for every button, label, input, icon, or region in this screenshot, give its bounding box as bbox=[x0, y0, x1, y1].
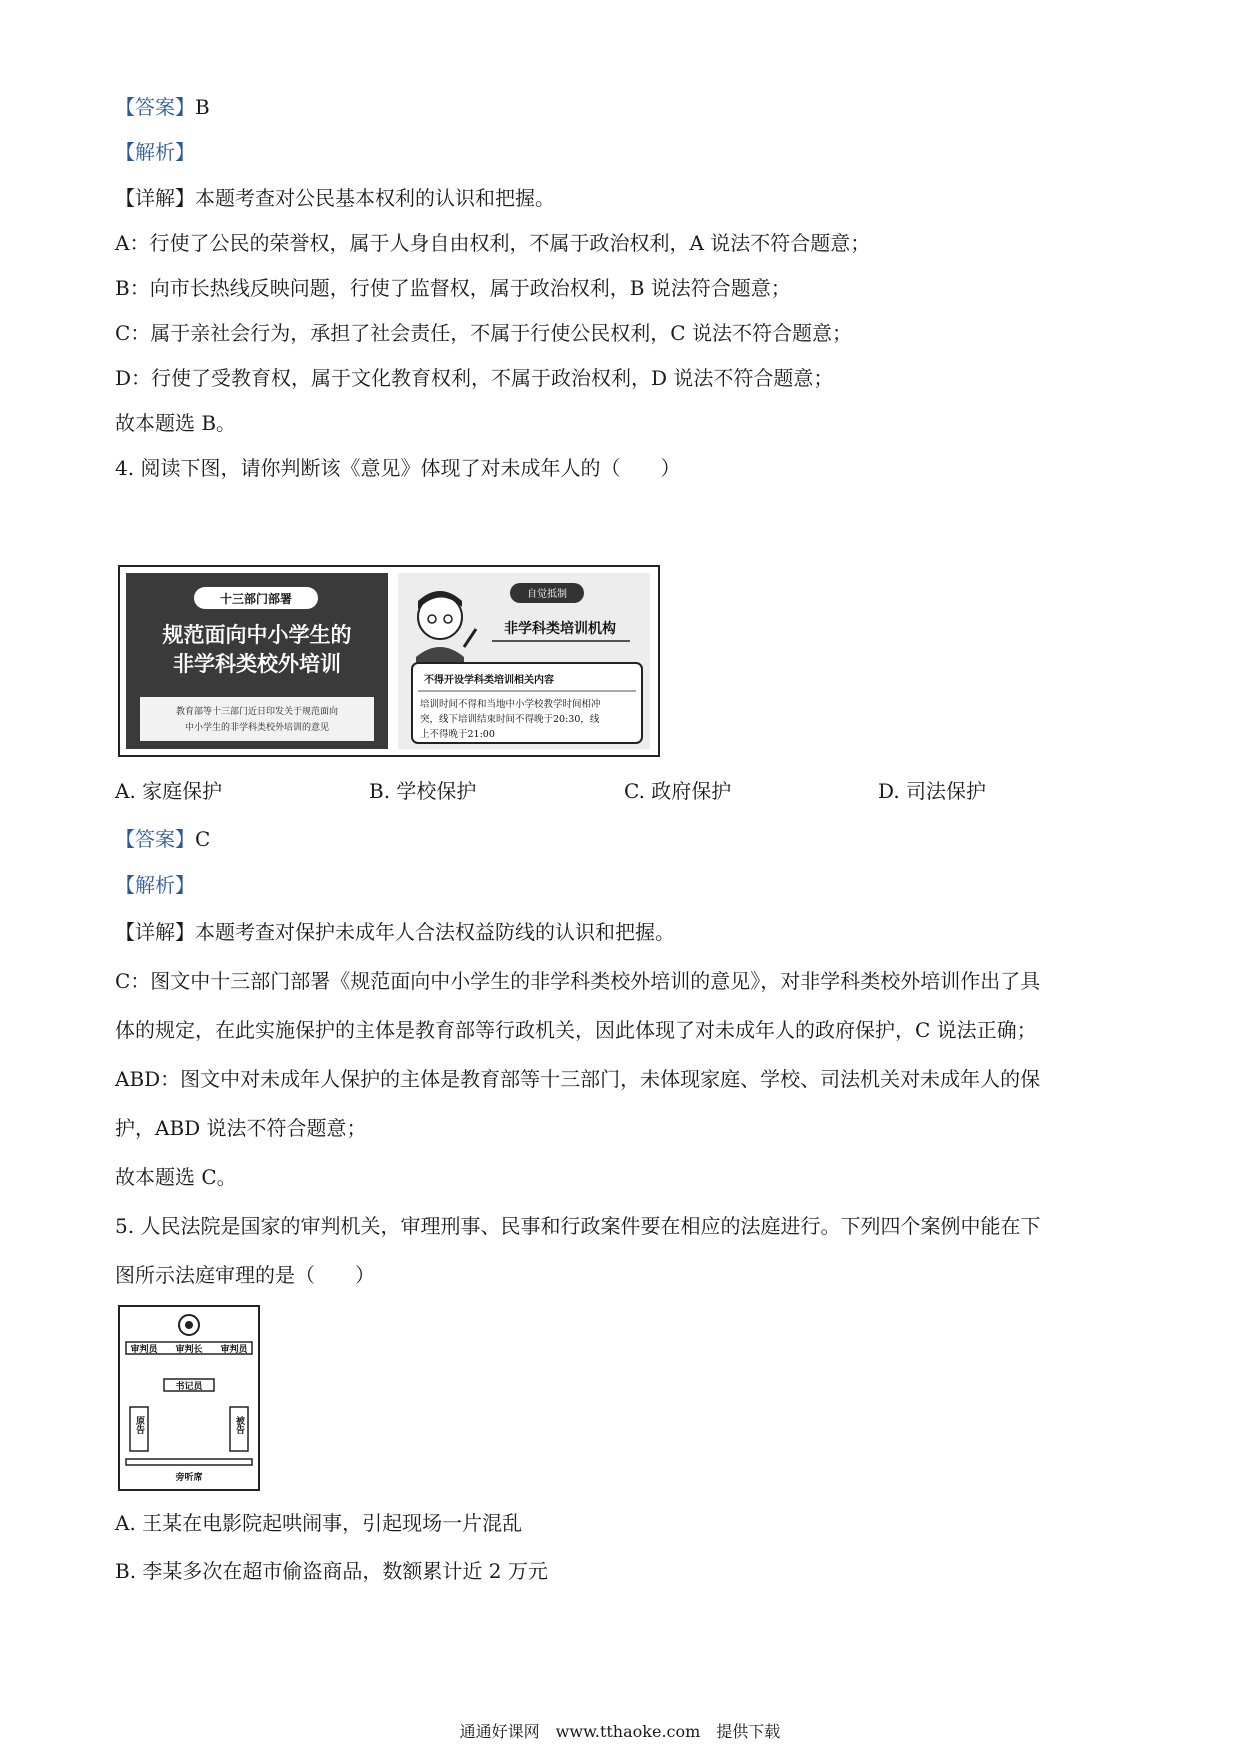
fig-headline-2: 非学科类校外培训 bbox=[173, 651, 341, 676]
q4-line-1: C：图文中十三部门部署《规范面向中小学生的非学科类校外培训的意见》，对非学科类校外培训作出了具 bbox=[115, 969, 1041, 993]
seat-clerk: 书记员 bbox=[175, 1382, 203, 1392]
q4-option-b: B. 学校保护 bbox=[369, 779, 477, 803]
q5-option-b: B. 李某多次在超市偷盗商品，数额累计近 2 万元 bbox=[115, 1559, 548, 1583]
q4-line-4: 护，ABD 说法不符合题意； bbox=[115, 1116, 367, 1140]
fig-right-title: 非学科类培训机构 bbox=[504, 621, 616, 637]
fig-caption-1: 教育部等十三部门近日印发关于规范面向 bbox=[175, 707, 339, 717]
q5-stem-line-2: 图所示法庭审理的是（ ） bbox=[115, 1263, 375, 1287]
answer-value: C bbox=[195, 827, 211, 851]
q4-option-d: D. 司法保护 bbox=[878, 779, 987, 803]
q4-detail bbox=[115, 917, 675, 947]
seat-judge-1: 审判员 bbox=[130, 1345, 158, 1355]
q4-conclusion: 故本题选 C。 bbox=[115, 1165, 237, 1189]
seat-chief-judge: 审判长 bbox=[175, 1345, 203, 1355]
q4-line-3: ABD：图文中对未成年人保护的主体是教育部等十三部门，未体现家庭、学校、司法机关对未成年人的保 bbox=[115, 1067, 1041, 1091]
q4-analysis-tag: 【解析】 bbox=[115, 873, 195, 897]
q3-line-c: C：属于亲社会行为，承担了社会责任，不属于行使公民权利，C 说法不符合题意； bbox=[115, 321, 852, 345]
seat-gallery: 旁听席 bbox=[175, 1473, 203, 1483]
answer-tag: 【答案】 bbox=[115, 827, 195, 851]
q3-analysis-tag: 【解析】 bbox=[115, 140, 195, 164]
national-emblem-icon bbox=[179, 1315, 199, 1335]
answer-tag: 【答案】 bbox=[115, 95, 195, 119]
q4-line-2: 体的规定，在此实施保护的主体是教育部等行政机关，因此体现了对未成年人的政府保护，C 说法正确； bbox=[115, 1018, 1037, 1042]
detail-tag: 【详解】 bbox=[115, 920, 195, 944]
courtroom-diagram bbox=[120, 1307, 258, 1489]
seat-judge-2: 审判员 bbox=[220, 1345, 248, 1355]
q4-figure-art bbox=[120, 567, 658, 755]
page-footer: 通通好课网 www.tthaoke.com 提供下载 bbox=[459, 1722, 781, 1741]
q3-answer bbox=[115, 92, 210, 122]
fig-right-badge: 自觉抵制 bbox=[527, 589, 567, 600]
q3-conclusion: 故本题选 B。 bbox=[115, 411, 237, 435]
seat-defendant: 被告 bbox=[234, 1416, 244, 1434]
fig-headline-1: 规范面向中小学生的 bbox=[162, 622, 352, 647]
fig-note-line-1: 培训时间不得和当地中小学校教学时间相冲 bbox=[420, 699, 601, 710]
fig-note-line-2: 突，线下培训结束时间不得晚于20:30，线 bbox=[420, 714, 600, 725]
q3-line-a: A：行使了公民的荣誉权，属于人身自由权利，不属于政治权利，A 说法不符合题意； bbox=[115, 231, 871, 255]
q4-stem: 4. 阅读下图，请你判断该《意见》体现了对未成年人的（ ） bbox=[115, 456, 681, 480]
fig-badge: 十三部门部署 bbox=[219, 592, 293, 606]
q5-option-a: A. 王某在电影院起哄闹事，引起现场一片混乱 bbox=[115, 1511, 523, 1535]
q3-line-b: B：向市长热线反映问题，行使了监督权，属于政治权利，B 说法符合题意； bbox=[115, 276, 791, 300]
q4-answer bbox=[115, 824, 210, 854]
q4-option-c: C. 政府保护 bbox=[624, 779, 732, 803]
detail-tag: 【详解】 bbox=[115, 186, 195, 210]
answer-value: B bbox=[195, 95, 210, 119]
detail-text: 本题考查对公民基本权利的认识和把握。 bbox=[195, 186, 555, 210]
q4-figure bbox=[118, 565, 660, 757]
q5-courtroom-figure bbox=[118, 1305, 260, 1491]
fig-note-title: 不得开设学科类培训相关内容 bbox=[424, 675, 554, 686]
q4-option-a: A. 家庭保护 bbox=[115, 779, 223, 803]
seat-plaintiff: 原告 bbox=[134, 1416, 144, 1434]
q3-line-d: D：行使了受教育权，属于文化教育权利，不属于政治权利，D 说法不符合题意； bbox=[115, 366, 834, 390]
q3-detail bbox=[115, 183, 555, 213]
fig-caption-2: 中小学生的非学科类校外培训的意见 bbox=[184, 723, 330, 733]
fig-note-line-3: 上不得晚于21:00 bbox=[420, 729, 495, 740]
detail-text: 本题考查对保护未成年人合法权益防线的认识和把握。 bbox=[195, 920, 675, 944]
q5-stem-line-1: 5. 人民法院是国家的审判机关，审理刑事、民事和行政案件要在相应的法庭进行。下列四个案例中能在下 bbox=[115, 1214, 1041, 1238]
